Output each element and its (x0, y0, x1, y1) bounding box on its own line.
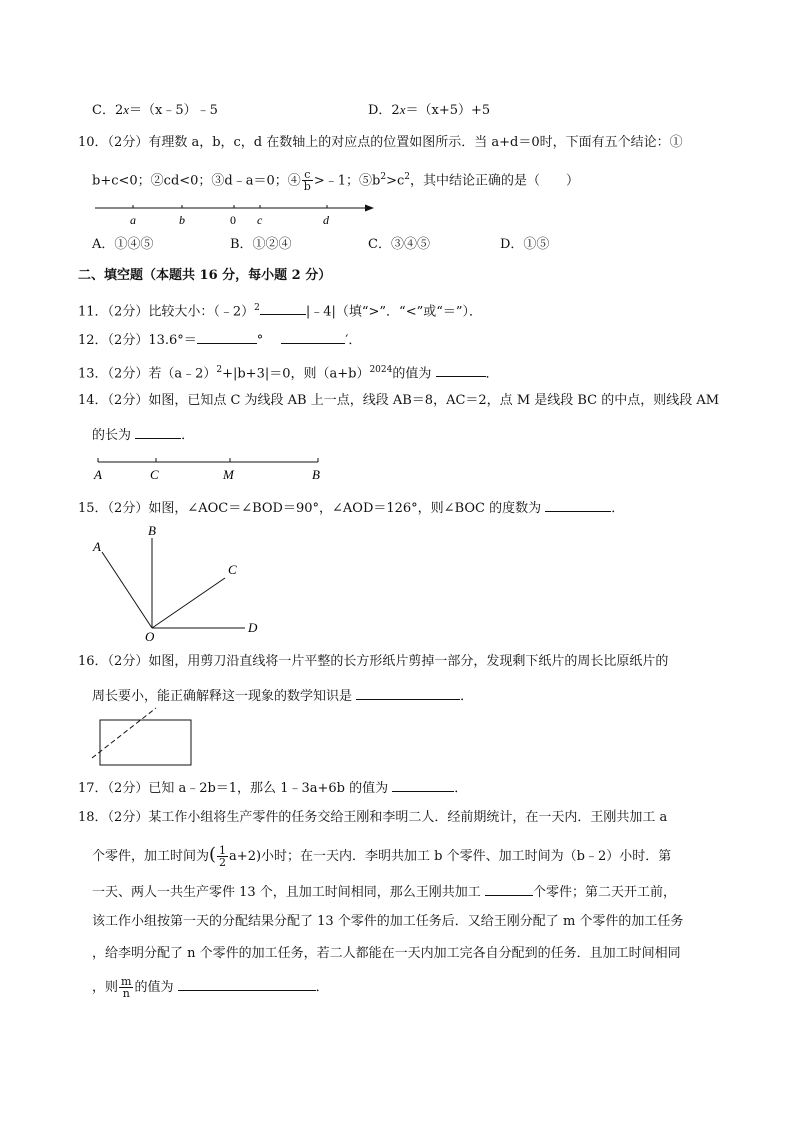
number-line-figure (90, 198, 380, 228)
axis-label-c: c (257, 213, 263, 227)
q18-fraction (217, 845, 228, 868)
q18-text-c: 一天、两人一共生产零件 13 个，且加工时间相同，那么王刚共加工 (92, 885, 481, 900)
angle-label-a: A (93, 539, 101, 554)
segment-figure (90, 452, 330, 484)
axis-label-d: d (323, 213, 329, 227)
q18-line1: 18．（2分）某工作小组将生产零件的任务交给王刚和李明二人．经前期统计，在一天内．王刚共加工 a (78, 810, 668, 825)
q9-d-prefix: D．2 (368, 103, 400, 118)
q13-exp1: 2 (216, 365, 223, 375)
q10-option-a: A．①④⑤ (92, 237, 154, 252)
label-point-m: M (223, 467, 234, 482)
q10-option-d: D．①⑤ (500, 237, 550, 252)
q11-text-a: 11．（2分）比较大小：（﹣2） (78, 304, 255, 320)
q11-exp: 2 (254, 303, 260, 313)
q18-line3 (92, 881, 676, 902)
q18-line2 (92, 841, 671, 871)
q12-degree-blank[interactable] (197, 329, 257, 344)
q10-option-c: C．③④⑤ (368, 237, 430, 252)
rectangle-cut-figure (90, 706, 200, 768)
q18-line5: ，给李明分配了 n 个零件的加工任务，若二人都能在一天内加工完各自分配到的任务．且加工时间相同 (92, 946, 681, 961)
q18-end: ． (315, 980, 329, 995)
q13 (78, 361, 499, 383)
q18-text-e: ，则 (92, 980, 119, 995)
q9-d-var: x (399, 102, 406, 117)
q14-end: ． (181, 428, 195, 443)
q10-option-b: B．①②④ (230, 237, 292, 252)
q15 (78, 497, 624, 518)
ray-oa (102, 552, 152, 628)
q18-text-f: 的值为 (134, 980, 174, 995)
cut-line (92, 708, 156, 758)
q10-text-a: b+c<0；②cd<0；③d﹣a＝0；④ (92, 173, 301, 189)
label-point-b: B (312, 467, 320, 482)
angle-label-o: O (145, 629, 155, 644)
q13-exp2: 2024 (369, 365, 393, 375)
q10-frac-den: b (303, 180, 311, 194)
q18-mn-num: m (121, 975, 132, 988)
q12-minute-blank[interactable] (281, 329, 345, 344)
q18-frac-den: 2 (219, 856, 227, 869)
q15-answer-blank[interactable] (545, 497, 611, 512)
q13-text-c: 的值为 (392, 366, 432, 382)
q12-text-b: ° (256, 333, 264, 348)
q16-answer-blank[interactable] (356, 685, 460, 700)
q18-first-blank[interactable] (485, 881, 533, 896)
q16-end: ． (460, 689, 474, 704)
q11 (78, 299, 482, 321)
q14-line1: 14．（2分）如图，已知点 C 为线段 AB 上一点，线段 AB＝8，AC＝2，点 M 是线段 BC 的中点，则线段 AM (78, 393, 720, 408)
axis-label-b: b (179, 213, 185, 227)
label-point-a: A (94, 467, 102, 482)
q13-end: ． (485, 366, 499, 382)
q13-text-b: +|b+3|＝0，则（a+b） (222, 366, 370, 382)
axis-label-a: a (130, 213, 136, 227)
q15-text: 15．（2分）如图，∠AOC＝∠BOD＝90°，∠AOD＝126°，则∠BOC 的度数为 (78, 501, 542, 516)
axis-label-0: 0 (230, 213, 236, 227)
q10-frac-num: c (302, 169, 313, 181)
paper-rectangle (100, 720, 191, 765)
q18-line6 (92, 974, 329, 1002)
q10-exp1: 2 (380, 172, 387, 182)
angle-label-d: D (248, 620, 258, 635)
q12-text-a: 12．（2分）13.6°＝ (78, 333, 197, 348)
q13-answer-blank[interactable] (436, 362, 486, 377)
q17-end: ． (454, 781, 468, 796)
q9-c-rest: ＝（x﹣5）﹣5 (129, 103, 218, 118)
q15-end: ． (611, 501, 625, 516)
q10-fraction (302, 169, 313, 192)
q10-text-c: >c (386, 173, 405, 189)
label-point-c: C (150, 467, 159, 482)
q18-open-paren: ( (209, 844, 217, 865)
q18-second-blank[interactable] (178, 976, 316, 991)
angle-label-c: C (228, 562, 237, 577)
q17-text: 17．（2分）已知 a﹣2b＝1，那么 1﹣3a+6b 的值为 (78, 781, 389, 796)
angle-label-b: B (148, 523, 156, 538)
q11-answer-blank[interactable] (260, 300, 306, 315)
q14-answer-blank[interactable] (135, 424, 181, 439)
number-line-arrow-icon (365, 205, 374, 212)
q17-answer-blank[interactable] (392, 777, 454, 792)
q12 (78, 329, 361, 350)
q16-line2 (92, 685, 473, 706)
q16-line1: 16．（2分）如图，用剪刀沿直线将一片平整的长方形纸片剪掉一部分，发现剩下纸片的周长比原纸片的 (78, 654, 669, 669)
q18-line4: 该工作小组按第一天的分配结果分配了 13 个零件的加工任务后．又给王刚分配了 m 个零件的加工任务 (92, 914, 684, 929)
q18-mn-den: n (122, 987, 130, 1000)
q10-line1: 10．（2分）有理数 a，b，c，d 在数轴上的对应点的位置如图所示．当 a+d＝0时，下面有五个结论：① (78, 135, 683, 150)
q18-mn-fraction (119, 976, 133, 999)
q10-exp2: 2 (404, 172, 410, 182)
q16-text: 周长要小，能正确解释这一现象的数学知识是 (92, 689, 353, 704)
q18-text-a: 个零件，加工时间为 (92, 849, 210, 864)
ray-oc (152, 578, 225, 628)
q18-text-b: a+2)小时；在一天内．李明共加工 b 个零件、加工时间为（b﹣2）小时．第 (229, 849, 672, 864)
q9-option-c (92, 101, 218, 120)
q10-text-b: >﹣1；⑤b (313, 173, 381, 189)
q18-frac-num: 1 (219, 844, 227, 857)
section2-title: 二、填空题（本题共 16 分，每小题 2 分） (78, 268, 332, 283)
q10-text-d: ，其中结论正确的是（ ） (409, 173, 579, 189)
q9-c-var: x (123, 102, 129, 117)
q9-option-d (368, 101, 490, 120)
q14-line2 (92, 424, 194, 445)
q17 (78, 777, 467, 798)
q14-text: 的长为 (92, 428, 132, 443)
q13-text-a: 13．（2分）若（a﹣2） (78, 366, 217, 382)
q10-line2 (92, 164, 579, 194)
q12-text-c: ′． (345, 333, 362, 348)
q9-d-rest: ＝（x+5）+5 (405, 103, 491, 118)
angle-figure (85, 520, 275, 645)
q18-text-d: 个零件；第二天开工前， (532, 885, 676, 900)
q9-c-prefix: C．2 (92, 103, 124, 118)
q11-text-b: |﹣4|（填“>”．“<”或“＝”）． (305, 304, 483, 320)
